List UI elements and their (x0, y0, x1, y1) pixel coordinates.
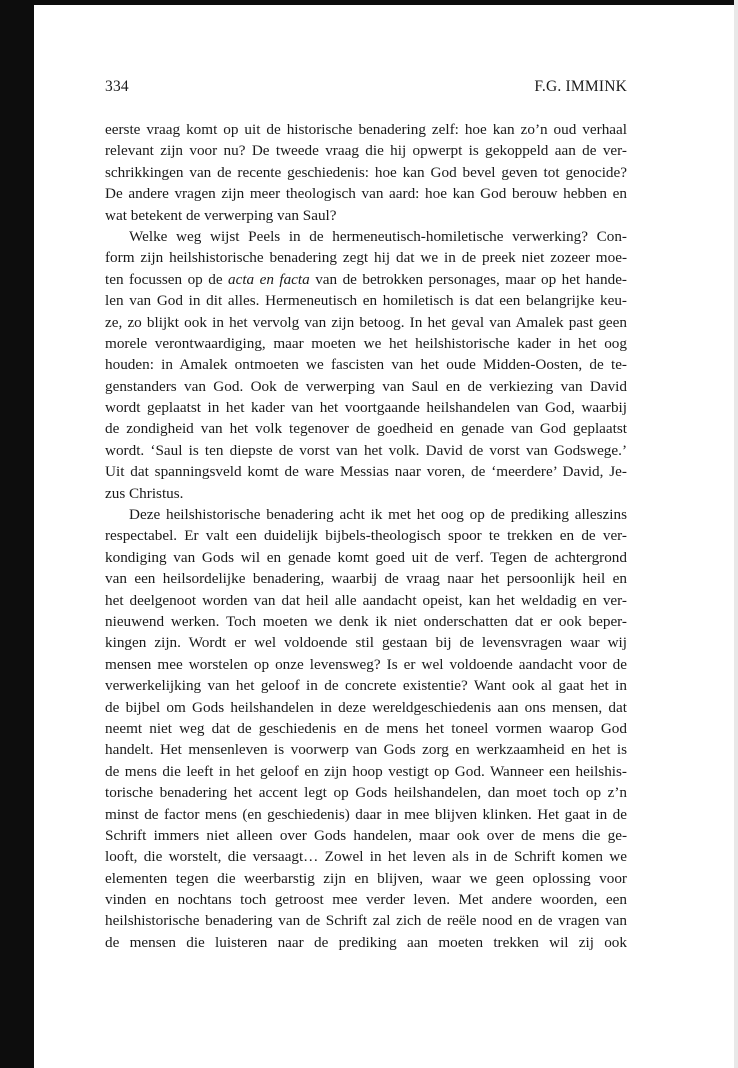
running-head: F.G. IMMINK (534, 78, 627, 95)
page-header (105, 78, 627, 98)
text-line: Uit dat spanningsveld komt de ware Messias naar voren, de ‘meerdere’ David, Je- (105, 463, 627, 481)
text-line: wat betekent de verwerping van Saul? (105, 206, 337, 224)
text-line: len van God in dit alles. Hermeneutisch en homiletisch is dat een belangrijke keu- (105, 292, 627, 310)
text-line: de zondigheid van het volk tegenover de goedheid en genade van God geplaatst (105, 420, 627, 438)
text-line: De andere vragen zijn meer theologisch van aard: hoe kan God berouw hebben en (105, 185, 627, 203)
text-line: de bijbel om Gods heilshandelen in deze wereldgeschiedenis aan ons mensen, dat (105, 698, 627, 716)
text-line: mensen mee worstelen op onze levensweg? Is er wel voldoende aandacht voor de (105, 655, 627, 673)
text-line: kondiging van Gods wil en genade komt goed uit de verf. Tegen de achtergrond (105, 548, 627, 566)
text-line: wordt geplaatst in het kader van het voortgaande heilshandelen van God, waarbij (105, 399, 627, 417)
text-line: de mensen die luisteren naar de prediking aan moeten trekken wil zij ook (105, 933, 627, 951)
text-line: morele verontwaardiging, maar moeten we het heilshistorische kader in het oog (105, 334, 627, 352)
text-line: neemt niet weg dat de geschiedenis en de mens het toneel vormen waarop God (105, 719, 627, 737)
text-line: form zijn heilshistorische benadering zegt hij dat we in de preek niet zozeer moe- (105, 249, 627, 267)
text-segment: van de betrokken personages, maar op het hande- (309, 270, 627, 288)
text-line: heilshistorische benadering van de Schrift zal zich de reële nood en de vragen van (105, 912, 627, 930)
text-line: Welke weg wijst Peels in de hermeneutisch-homiletische verwerking? Con- (129, 227, 627, 245)
text-line: handelt. Het mensenleven is voorwerp van Gods zorg en werkzaamheid en het is (105, 741, 627, 759)
text-line: relevant zijn voor nu? De tweede vraag die hij opwerpt is gekoppeld aan de ver- (105, 142, 627, 160)
italic-phrase: acta en facta (228, 270, 310, 288)
scan-edge-top (0, 0, 738, 5)
text-line: respectabel. Er valt een duidelijk bijbels-theologisch spoor te trekken en de ver- (105, 527, 627, 545)
text-line: zus Christus. (105, 484, 184, 502)
text-line: van een heilsordelijke benadering, waarbij de vraag naar het persoonlijk heil en (105, 570, 627, 588)
text-line: genstanders van God. Ook de verwerping van Saul en de verkiezing van David (105, 377, 627, 395)
text-line: wordt. ‘Saul is ten diepste de vorst van het volk. David de vorst van Godswege.’ (105, 441, 627, 459)
text-line: kingen zijn. Wordt er wel voldoende stil gestaan bij de levensvragen waar wij (105, 634, 627, 652)
text-line: nieuwend werken. Toch moeten we denk ik niet onderschatten dat er ook beper- (105, 612, 627, 630)
text-line: de mens die leeft in het geloof en zijn hoop vestigt op God. Wanneer een heilshis- (105, 762, 627, 780)
body-text (105, 119, 627, 953)
text-line: verwerkelijking van het geloof in de concrete existentie? Want ook al gaat het in (105, 677, 627, 695)
text-line: ze, zo blijkt ook in het vervolg van zijn betoog. In het geval van Amalek past geen (105, 313, 627, 331)
text-line: schrikkingen van de recente geschiedenis: hoe kan God bevel geven tot genocide? (105, 163, 627, 181)
text-line: Schrift immers niet alleen over Gods handelen, maar ook over de mens die ge- (105, 826, 627, 844)
text-line: elementen tegen die weerbarstig zijn en blijven, waar we geen oplossing voor (105, 869, 627, 887)
text-line: minst de factor mens (en geschiedenis) daar in mee blijven klinken. Het gaat in de (105, 805, 627, 823)
text-line: looft, die worstelt, die versaagt… Zowel in het leven als in de Schrift komen we (105, 848, 627, 866)
scan-edge-right (734, 0, 738, 1068)
text-line: het deelgenoot worden van dat heil alle aandacht opeist, kan het weldadig en ver- (105, 591, 627, 609)
text-line-with-italic (105, 269, 627, 290)
text-line: vinden en nochtans toch getroost mee verder leven. Met andere woorden, een (105, 891, 627, 909)
text-line: houden: in Amalek ontmoeten we fascisten van het oude Midden-Oosten, de te- (105, 356, 627, 374)
text-line: Deze heilshistorische benadering acht ik met het oog op de prediking alleszins (129, 506, 627, 524)
text-segment: ten focussen op de (105, 270, 228, 288)
text-line: eerste vraag komt op uit de historische benadering zelf: hoe kan zo’n oud verhaal (105, 121, 627, 138)
page-number: 334 (105, 78, 129, 95)
text-line: torische benadering het accent legt op Gods heilshandelen, dan moet toch op z’n (105, 784, 627, 802)
scan-edge-left (0, 0, 34, 1068)
